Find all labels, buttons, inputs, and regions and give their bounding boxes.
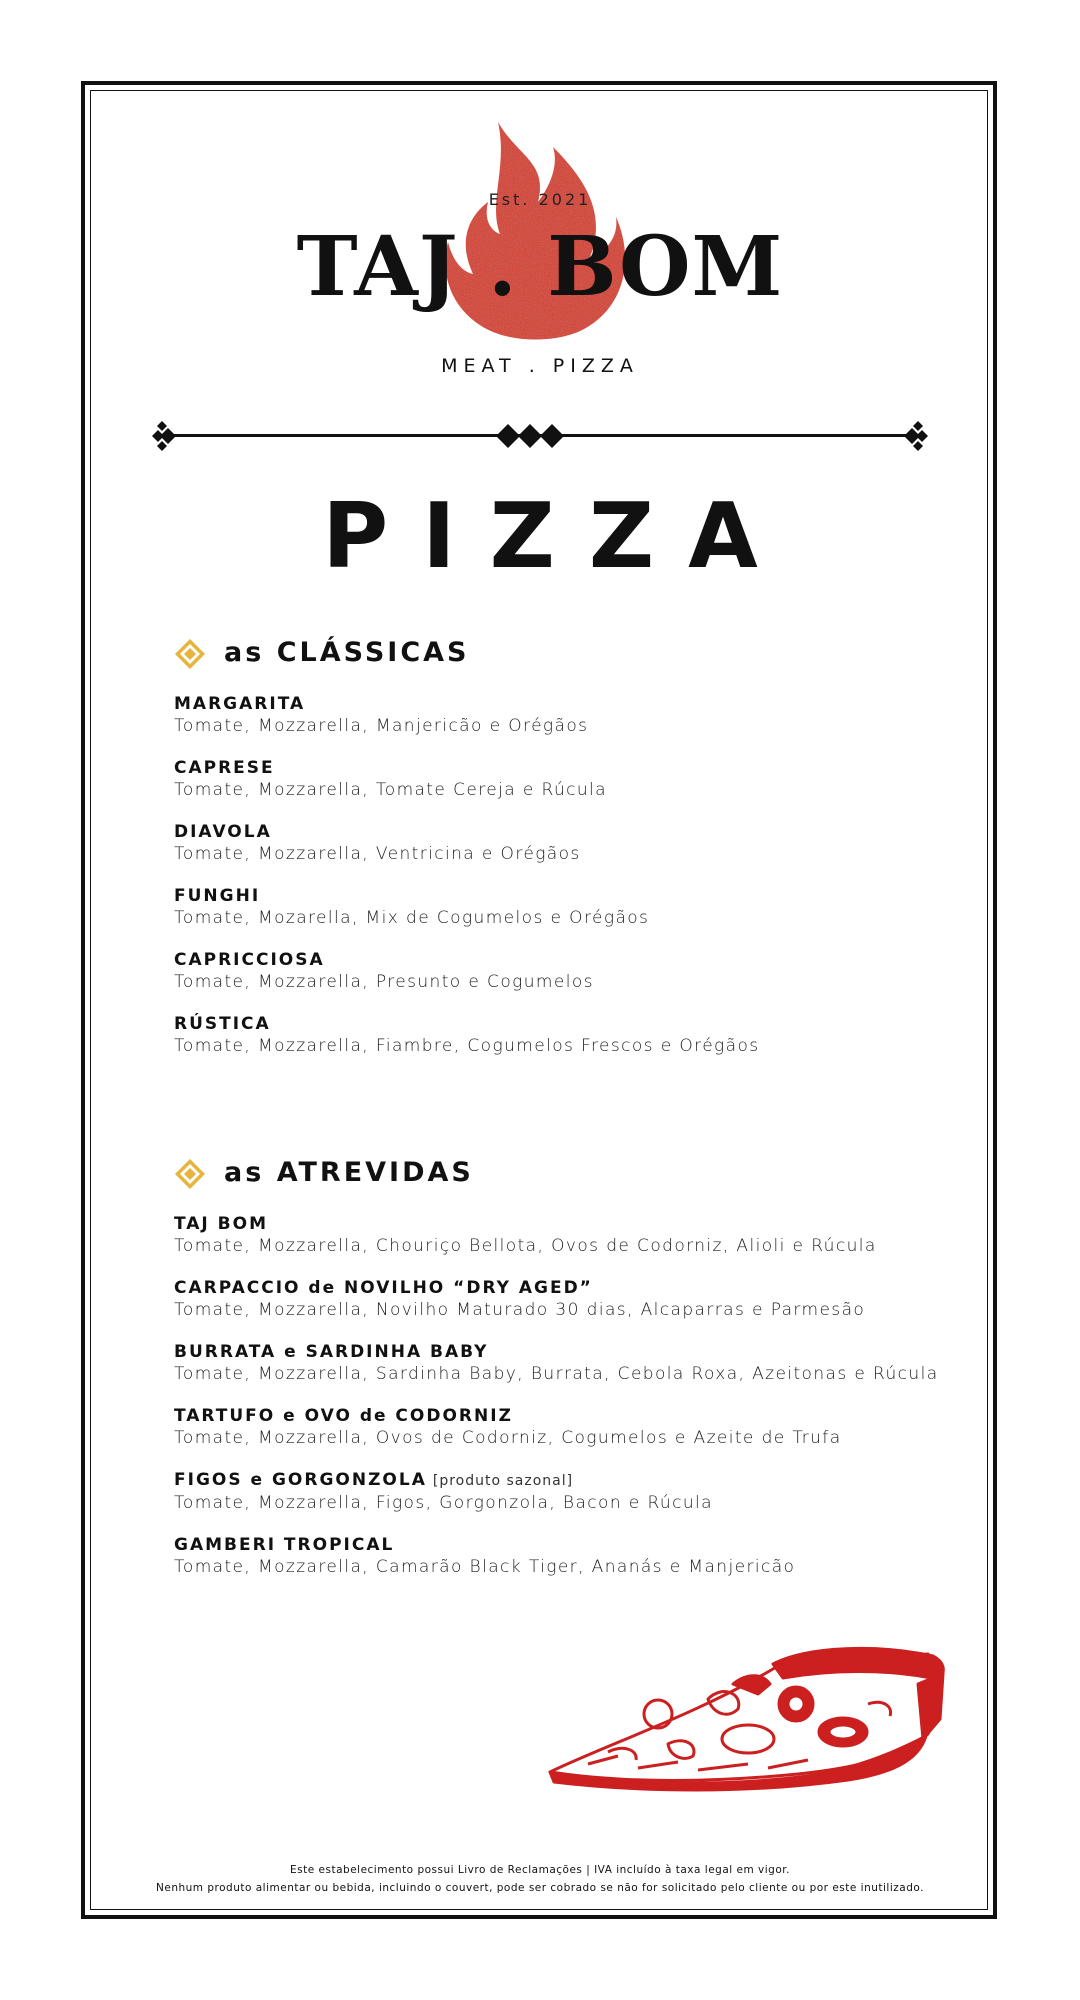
item-name: BURRATA e SARDINHA BABY [174, 1342, 489, 1362]
item-description: Tomate, Mozarella, Mix de Cogumelos e Orégãos [174, 908, 650, 928]
menu-item [174, 1405, 954, 1449]
menu-item [174, 757, 954, 801]
item-description: Tomate, Mozzarella, Ovos de Codorniz, Cogumelos e Azeite de Trufa [174, 1428, 842, 1448]
menu-item [174, 693, 954, 737]
menu-item [174, 1469, 954, 1514]
item-name: DIAVOLA [174, 822, 272, 842]
section-header [174, 1155, 954, 1195]
footer-line-2: Nenhum produto alimentar ou bebida, incluindo o couvert, pode ser cobrado se não for solicitado pelo cliente ou por este inutilizado. [156, 1882, 924, 1894]
item-name: TARTUFO e OVO de CODORNIZ [174, 1406, 513, 1426]
footer-line-1: Este estabelecimento possui Livro de Reclamações | IVA incluído à taxa legal em vigor. [290, 1864, 790, 1876]
section-atrevidas [174, 1155, 954, 1598]
item-description: Tomate, Mozzarella, Novilho Maturado 30 dias, Alcaparras e Parmesão [174, 1300, 866, 1320]
page-title: PIZZA [322, 484, 792, 589]
menu-item [174, 1213, 954, 1257]
brand-tagline: MEAT . PIZZA [441, 355, 639, 377]
ornament-divider [150, 418, 930, 454]
menu-item [174, 1277, 954, 1321]
item-description: Tomate, Mozzarella, Manjericão e Orégãos [174, 716, 589, 736]
item-description: Tomate, Mozzarella, Tomate Cereja e Rúcula [174, 780, 607, 800]
brand-name: TAJ . BOM [296, 219, 784, 315]
section-title: as ATREVIDAS [224, 1157, 474, 1188]
item-description: Tomate, Mozzarella, Ventricina e Orégãos [174, 844, 581, 864]
item-description: Tomate, Mozzarella, Sardinha Baby, Burrata, Cebola Roxa, Azeitonas e Rúcula [174, 1364, 939, 1384]
section-classicas [174, 635, 954, 1077]
item-name: CAPRICCIOSA [174, 950, 325, 970]
menu-item [174, 885, 954, 929]
item-name: RÚSTICA [174, 1014, 271, 1034]
established-label: Est. 2021 [488, 190, 592, 209]
item-name: TAJ BOM [174, 1214, 269, 1234]
menu-item [174, 821, 954, 865]
section-header [174, 635, 954, 675]
item-name [174, 1469, 954, 1492]
item-description: Tomate, Mozzarella, Presunto e Cogumelos [174, 972, 594, 992]
diamond-icon [174, 638, 206, 670]
item-description: Tomate, Mozzarella, Camarão Black Tiger, Ananás e Manjericão [174, 1557, 796, 1577]
item-description: Tomate, Mozzarella, Fiambre, Cogumelos Frescos e Orégãos [174, 1036, 760, 1056]
item-name: CAPRESE [174, 758, 275, 778]
menu-item [174, 949, 954, 993]
item-name: GAMBERI TROPICAL [174, 1535, 395, 1555]
item-name: FUNGHI [174, 886, 261, 906]
menu-item [174, 1013, 954, 1057]
item-note: [produto sazonal] [432, 1473, 574, 1489]
section-title: as CLÁSSICAS [224, 637, 470, 668]
menu-item [174, 1534, 954, 1578]
menu-item [174, 1341, 954, 1385]
item-description: Tomate, Mozzarella, Chouriço Bellota, Ovos de Codorniz, Alioli e Rúcula [174, 1236, 877, 1256]
pizza-slice-icon [548, 1644, 948, 1794]
item-name: CARPACCIO de NOVILHO “DRY AGED” [174, 1278, 593, 1298]
item-name-text: FIGOS e GORGONZOLA [174, 1470, 427, 1490]
item-description: Tomate, Mozzarella, Figos, Gorgonzola, Bacon e Rúcula [174, 1493, 713, 1513]
item-name: MARGARITA [174, 694, 306, 714]
diamond-icon [174, 1158, 206, 1190]
